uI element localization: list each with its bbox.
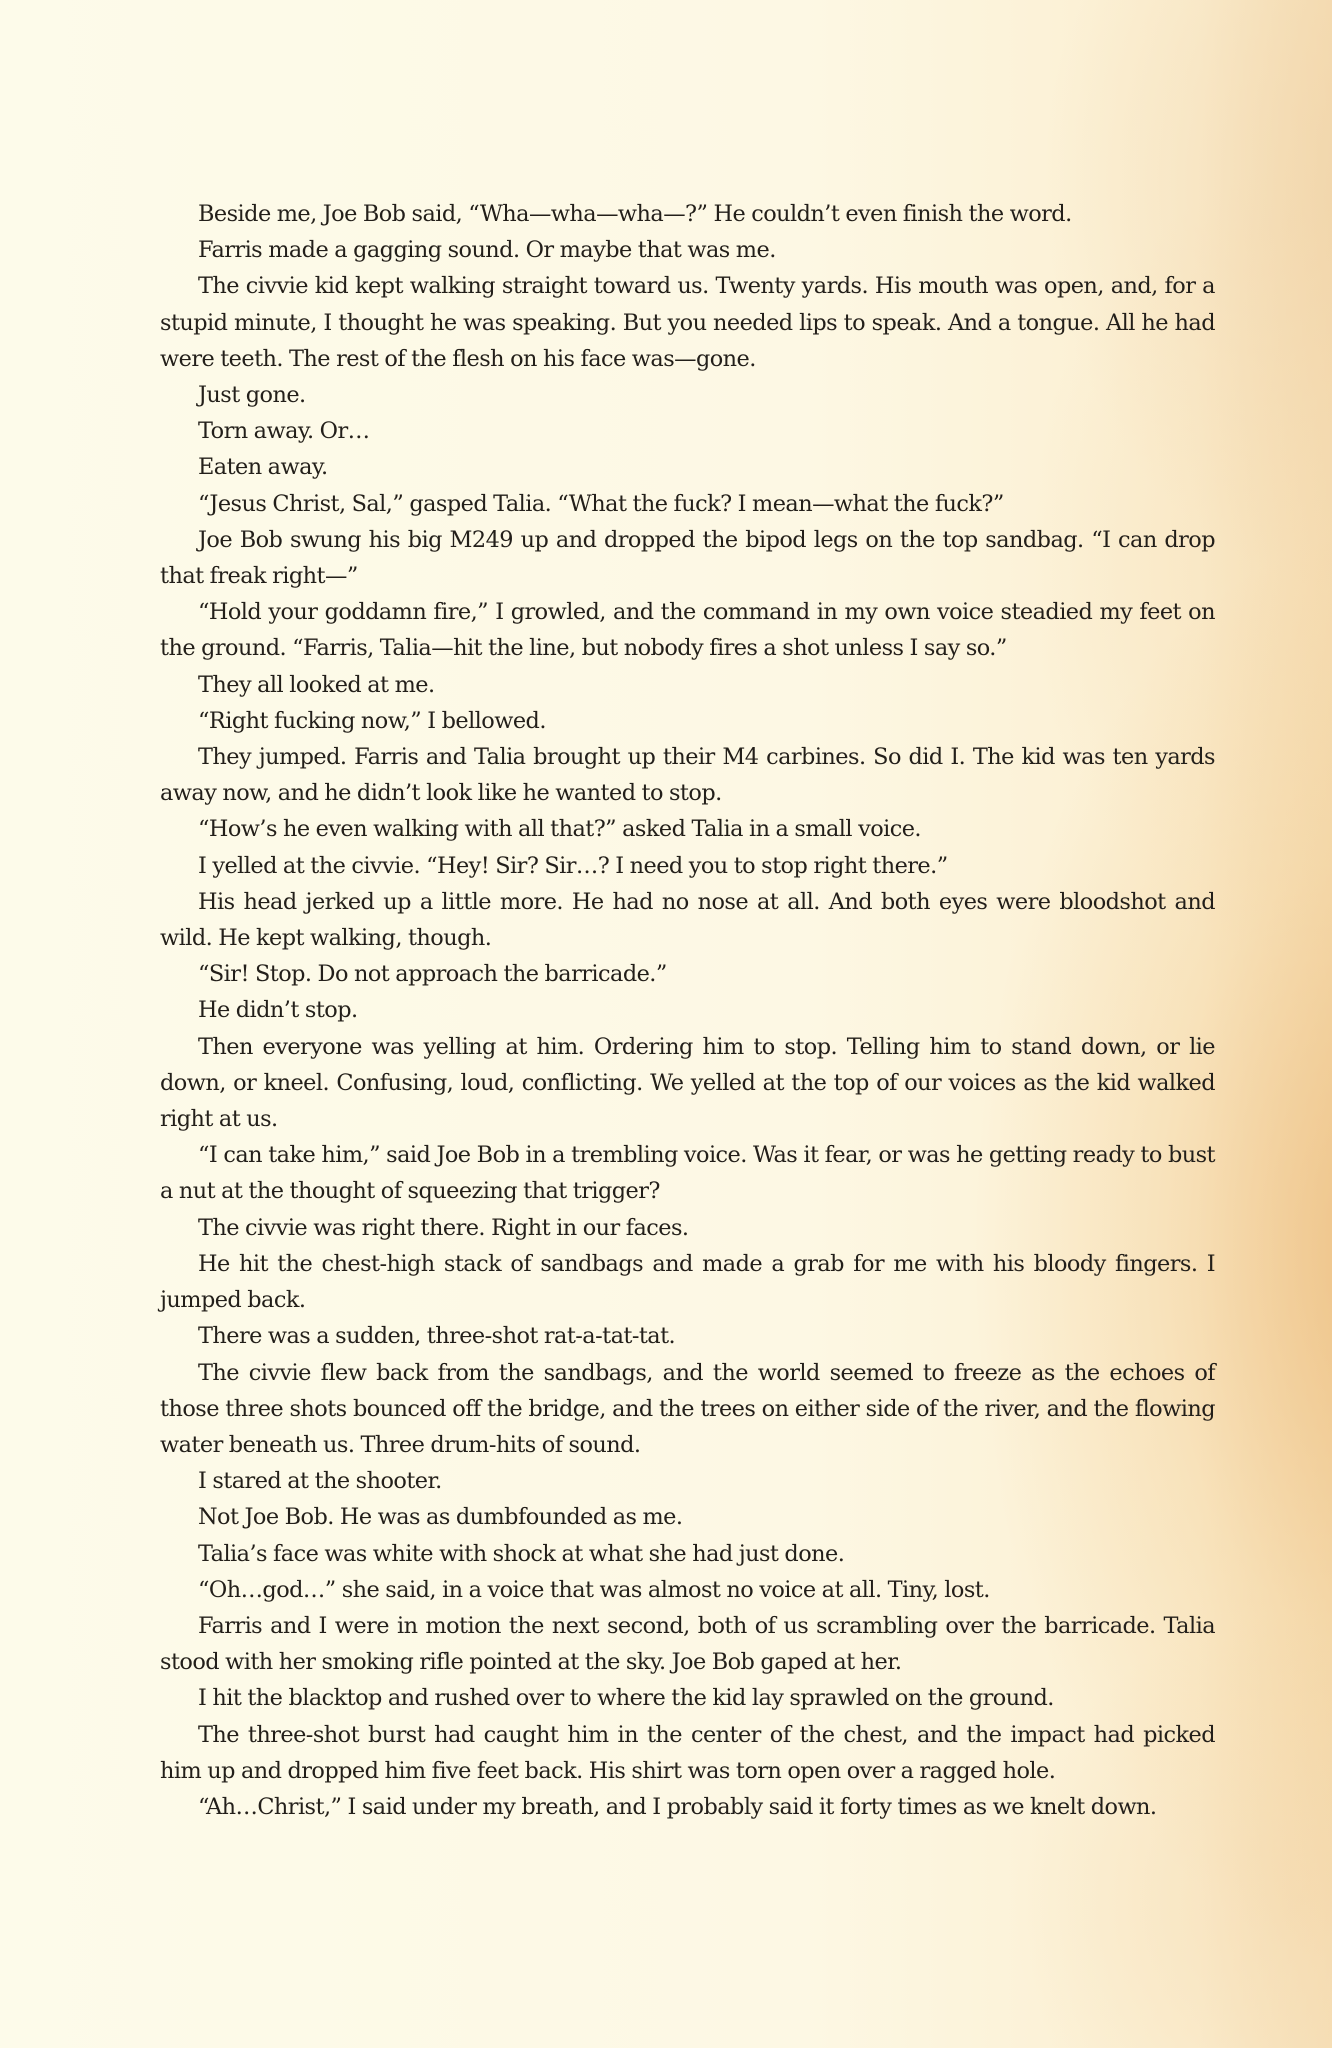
paragraph: Not Joe Bob. He was as dumbfounded as me. bbox=[198, 1504, 683, 1531]
paragraph: His head jerked up a little more. He had no nose at all. And both eyes were bloodshot and wild. He kept walking, though. bbox=[160, 888, 1215, 952]
body-text bbox=[160, 196, 1215, 1825]
paragraph: He hit the chest-high stack of sandbags and made a grab for me with his bloody fingers. I jumped back. bbox=[160, 1250, 1215, 1314]
paragraph: Talia’s face was white with shock at what she had just done. bbox=[198, 1540, 845, 1567]
paragraph: Beside me, Joe Bob said, “Wha—wha—wha—?” He couldn’t even finish the word. bbox=[198, 201, 1072, 227]
paragraph: The three-shot burst had caught him in the center of the chest, and the impact had picked him up and dropped him five feet back. His shirt was torn open over a ragged hole. bbox=[160, 1721, 1215, 1784]
paragraph: Farris and I were in motion the next second, both of us scrambling over the barricade. Talia stood with her smoking rifle pointed at the sky. Joe Bob gaped at her. bbox=[160, 1612, 1215, 1676]
paragraph: “Hold your goddamn fire,” I growled, and the command in my own voice steadied my feet on the ground. “Farris, Talia—hit the line, but nobody fires a shot unless I say so.” bbox=[160, 599, 1215, 662]
paragraph: Torn away. Or… bbox=[198, 418, 370, 445]
paragraph: There was a sudden, three-shot rat-a-tat-tat. bbox=[198, 1323, 676, 1350]
paragraph: They jumped. Farris and Talia brought up their M4 carbines. So did I. The kid was ten yards away now, and he didn’t look like he wanted to stop. bbox=[160, 744, 1215, 807]
paragraph: Joe Bob swung his big M249 up and dropped the bipod legs on the top sandbag. “I can drop that freak right—” bbox=[160, 526, 1215, 590]
paragraph: I stared at the shooter. bbox=[198, 1468, 442, 1495]
paragraph: He didn’t stop. bbox=[198, 997, 358, 1024]
paragraph: Eaten away. bbox=[198, 454, 328, 481]
paragraph: “Jesus Christ, Sal,” gasped Talia. “What the fuck? I mean—what the fuck?” bbox=[198, 490, 1004, 517]
paragraph: “Right fucking now,” I bellowed. bbox=[198, 707, 546, 734]
paragraph: Farris made a gagging sound. Or maybe that was me. bbox=[198, 237, 776, 264]
paragraph: “How’s he even walking with all that?” asked Talia in a small voice. bbox=[198, 816, 921, 843]
paragraph: “Sir! Stop. Do not approach the barricade.” bbox=[198, 961, 667, 988]
paragraph: I hit the blacktop and rushed over to where the kid lay sprawled on the ground. bbox=[198, 1685, 1054, 1712]
paragraph: The civvie flew back from the sandbags, and the world seemed to freeze as the echoes of those three shots bounced off the bridge, and the trees on either side of the river, and the flowing water beneath us. Three drum-hits of sound. bbox=[160, 1359, 1215, 1458]
paragraph: “Oh…god…” she said, in a voice that was almost no voice at all. Tiny, lost. bbox=[198, 1576, 990, 1603]
paragraph: The civvie was right there. Right in our faces. bbox=[198, 1214, 689, 1241]
paragraph: “Ah…Christ,” I said under my breath, and I probably said it forty times as we knelt down. bbox=[198, 1793, 1157, 1820]
paragraph: Then everyone was yelling at him. Ordering him to stop. Telling him to stand down, or lie down, or kneel. Confusing, loud, conflicting. We yelled at the top of our voices as the kid walked right at us. bbox=[160, 1033, 1215, 1133]
paragraph: “I can take him,” said Joe Bob in a trembling voice. Was it fear, or was he getting ready to bust a nut at the thought of squeezing that trigger? bbox=[160, 1142, 1215, 1205]
paragraph: I yelled at the civvie. “Hey! Sir? Sir…? I need you to stop right there.” bbox=[198, 852, 948, 879]
paragraph: Just gone. bbox=[198, 382, 306, 409]
paragraph: They all looked at me. bbox=[198, 671, 435, 698]
paragraph: The civvie kid kept walking straight toward us. Twenty yards. His mouth was open, and, for a stupid minute, I thought he was speaking. But you needed lips to speak. And a tongue. All he had were teeth. The rest of the flesh on his face was—gone. bbox=[160, 273, 1215, 372]
